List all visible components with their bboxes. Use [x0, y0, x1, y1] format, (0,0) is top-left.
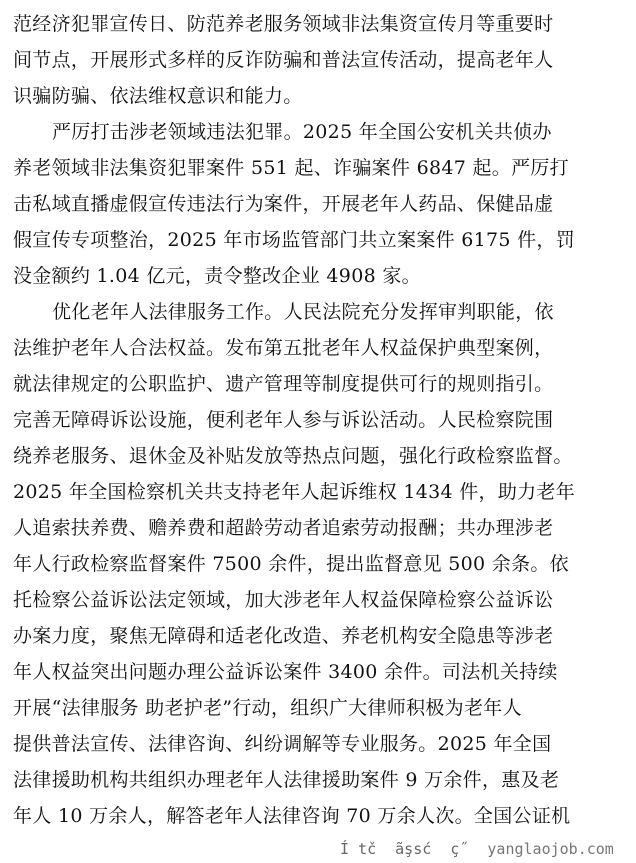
text-line: 绕养老服务、退休金及补贴发放等热点问题，强化行政检察监督。: [13, 445, 573, 467]
text-line: 办案力度，聚焦无障碍和适老化改造、养老机构安全隐患等涉老: [13, 625, 554, 647]
footer-glyph-text: ç˝: [450, 840, 469, 858]
text-line: 年人权益突出问题办理公益诉讼案件 3400 余件。司法机关持续: [13, 661, 558, 683]
text-line: 提供普法宣传、法律咨询、纠纷调解等专业服务。2025 年全国: [13, 733, 552, 755]
text-line: 托检察公益诉讼法定领域，加大涉老年人权益保障检察公益诉讼: [13, 589, 554, 611]
watermark-text: yanglaojob.com: [487, 840, 614, 858]
text-line: 击私域直播虚假宣传违法行为案件，开展老年人药品、保健品虚: [13, 193, 554, 215]
text-line: 养老领域非法集资犯罪案件 551 起、诈骗案件 6847 起。严厉打: [13, 157, 569, 179]
text-line: 开展“法律服务 助老护老”行动，组织广大律师积极为老年人: [13, 697, 522, 719]
text-line: 假宣传专项整治，2025 年市场监管部门共立案案件 6175 件，罚: [13, 229, 576, 251]
text-line: 就法律规定的公职监护、遗产管理等制度提供可行的规则指引。: [13, 373, 554, 395]
text-line: 人追索扶养费、赡养费和超龄劳动者追索劳动报酬；共办理涉老: [13, 517, 554, 539]
text-line: 年人 10 万余人，解答老年人法律咨询 70 万余人次。全国公证机: [13, 805, 571, 827]
text-line: 法维护老年人合法权益。发布第五批老年人权益保护典型案例，: [13, 337, 554, 359]
text-line: 间节点，开展形式多样的反诈防骗和普法宣传活动，提高老年人: [13, 49, 554, 71]
footer-watermark-row: [340, 838, 624, 860]
paragraph-heading-line: 优化老年人法律服务工作。人民法院充分发挥审判职能，依: [52, 301, 554, 323]
footer-glyph-text: ãşsć: [395, 840, 432, 858]
text-line: 完善无障碍诉讼设施，便利老年人参与诉讼活动。人民检察院围: [13, 409, 554, 431]
text-line: 2025 年全国检察机关共支持老年人起诉维权 1434 件，助力老年: [13, 481, 576, 503]
text-line: 法律援助机构共组织办理老年人法律援助案件 9 万余件，惠及老: [13, 769, 560, 791]
text-line: 范经济犯罪宣传日、防范养老服务领域非法集资宣传月等重要时: [13, 13, 554, 35]
text-line: 年人行政检察监督案件 7500 余件，提出监督意见 500 余条。依: [13, 553, 569, 575]
footer-glyph-text: Í tč: [340, 840, 377, 858]
paragraph-heading-line: 严厉打击涉老领域违法犯罪。2025 年全国公安机关共侦办: [52, 121, 552, 143]
text-line: 没金额约 1.04 亿元，责令整改企业 4908 家。: [13, 265, 421, 287]
text-line: 识骗防骗、依法维权意识和能力。: [13, 85, 303, 107]
